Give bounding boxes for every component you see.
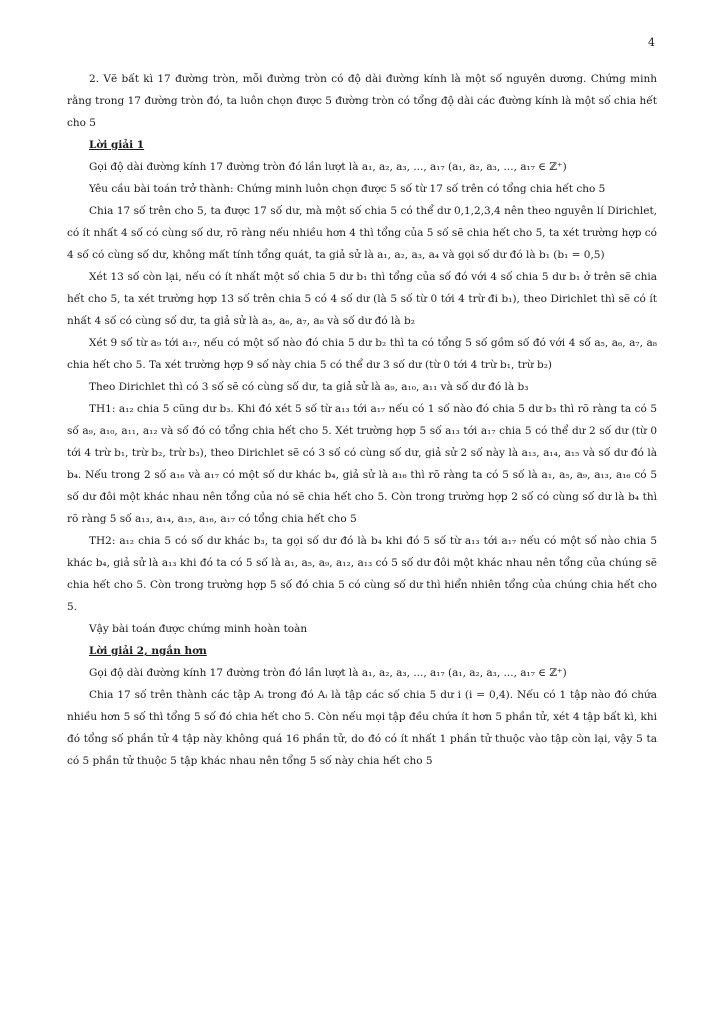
page-number: 4	[648, 36, 655, 49]
solution-1-paragraph: Theo Dirichlet thì có 3 số sẽ có cùng số dư, ta giả sử là a₉, a₁₀, a₁₁ và số dư đó là b₃	[89, 381, 529, 393]
document-body	[67, 68, 657, 772]
solution-1-paragraph: Chia 17 số trên cho 5, ta được 17 số dư, mà một số chia 5 có thể dư 0,1,2,3,4 nên theo nguyên lí Dirichlet, có ít nhất 4 số có cùng số dư, rõ ràng nếu nhiều hơn 4 thì tổng của 5 số sẽ chia hết cho 5, ta xét trường hợp có 4 số có cùng số dư, không mất tính tổng quát, ta giả sử là a₁, a₂, a₃, a₄ và gọi số dư đó là b₁ (b₁ = 0,5)	[67, 205, 657, 261]
solution-1-heading: Lời giải 1	[89, 139, 145, 151]
solution-1-paragraph: Gọi độ dài đường kính 17 đường tròn đó lần lượt là a₁, a₂, a₃, ..., a₁₇ (a₁, a₂, a₃, ..., a₁₇ ∈ ℤ⁺)	[89, 161, 567, 173]
solution-1-case-1: TH1: a₁₂ chia 5 cũng dư b₃. Khi đó xét 5 số từ a₁₃ tới a₁₇ nếu có 1 số nào đó chia 5 dư b₃ thì rõ ràng ta có 5 số a₉, a₁₀, a₁₁, a₁₂ và số đó có tổng chia hết cho 5. Xét trường hợp 5 số a₁₃ tới a₁₇ chia 5 có thể dư 2 số dư (từ 0 tới 4 trừ b₁, trừ b₂, trừ b₃), theo Dirichlet sẽ có 3 số có cùng số dư, giả sử 2 số này là a₁₃, a₁₄, a₁₅ và số dư đó là b₄. Nếu trong 2 số a₁₆ và a₁₇ có một số dư khác b₄, giả sử là a₁₆ thì rõ ràng ta có 5 số là a₁, a₅, a₉, a₁₃, a₁₆ có 5 số dư đôi một khác nhau nên tổng của nó sẽ chia hết cho 5. Còn trong trường hợp 2 số có cùng số dư là b₄ thì rõ ràng 5 số a₁₃, a₁₄, a₁₅, a₁₆, a₁₇ có tổng chia hết cho 5	[67, 403, 657, 525]
solution-2-paragraph: Gọi độ dài đường kính 17 đường tròn đó lần lượt là a₁, a₂, a₃, ..., a₁₇ (a₁, a₂, a₃, ..., a₁₇ ∈ ℤ⁺)	[89, 667, 567, 679]
solution-1-paragraph: Xét 9 số từ a₉ tới a₁₇, nếu có một số nào đó chia 5 dư b₂ thì ta có tổng 5 số gồm số đó với 4 số a₅, a₆, a₇, a₈ chia hết cho 5. Ta xét trường hợp 9 số này chia 5 có thể dư 3 số dư (từ 0 tới 4 trừ b₁, trừ b₂)	[67, 337, 657, 371]
solution-1-paragraph: Xét 13 số còn lại, nếu có ít nhất một số chia 5 dư b₁ thì tổng của số đó với 4 số chia 5 dư b₁ ở trên sẽ chia hết cho 5, ta xét trường hợp 13 số trên chia 5 có 4 số dư (là 5 số từ 0 tới 4 trừ đi b₁), theo Dirichlet thì sẽ có ít nhất 4 số có cùng số dư, ta giả sử là a₅, a₆, a₇, a₈ và số dư đó là b₂	[67, 271, 657, 327]
solution-2-heading: Lời giải 2, ngắn hơn	[89, 645, 207, 657]
problem-statement: 2. Vẽ bất kì 17 đường tròn, mỗi đường tròn có độ dài đường kính là một số nguyên dương. Chứng minh rằng trong 17 đường tròn đó, ta luôn chọn được 5 đường tròn có tổng độ dài các đường kính là một số chia hết cho 5	[67, 73, 657, 129]
solution-2-paragraph: Chia 17 số trên thành các tập Aᵢ trong đó Aᵢ là tập các số chia 5 dư i (i = 0,4). Nếu có 1 tập nào đó chứa nhiều hơn 5 số thì tổng 5 số đó chia hết cho 5. Còn nếu mọi tập đều chứa ít hơn 5 phần tử, xét 4 tập bất kì, khi đó tổng số phần tử 4 tập này không quá 16 phần tử, do đó có ít nhất 1 phần tử thuộc vào tập còn lại, vậy 5 ta có 5 phần tử thuộc 5 tập khác nhau nên tổng 5 số này chia hết cho 5	[67, 689, 657, 767]
solution-1-conclusion: Vậy bài toán được chứng minh hoàn toàn	[89, 623, 308, 635]
solution-1-case-2: TH2: a₁₂ chia 5 có số dư khác b₃, ta gọi số dư đó là b₄ khi đó 5 số từ a₁₃ tới a₁₇ nếu có một số nào chia 5 khác b₄, giả sử là a₁₃ khi đó ta có 5 số là a₁, a₅, a₉, a₁₂, a₁₃ có 5 số dư đôi một khác nhau nên tổng của chúng sẽ chia hết cho 5. Còn trong trường hợp 5 số đó chia 5 có cùng số dư thì hiển nhiên tổng của chúng chia hết cho 5.	[67, 535, 657, 613]
solution-1-paragraph: Yêu cầu bài toán trở thành: Chứng minh luôn chọn được 5 số từ 17 số trên có tổng chia hết cho 5	[89, 183, 606, 195]
